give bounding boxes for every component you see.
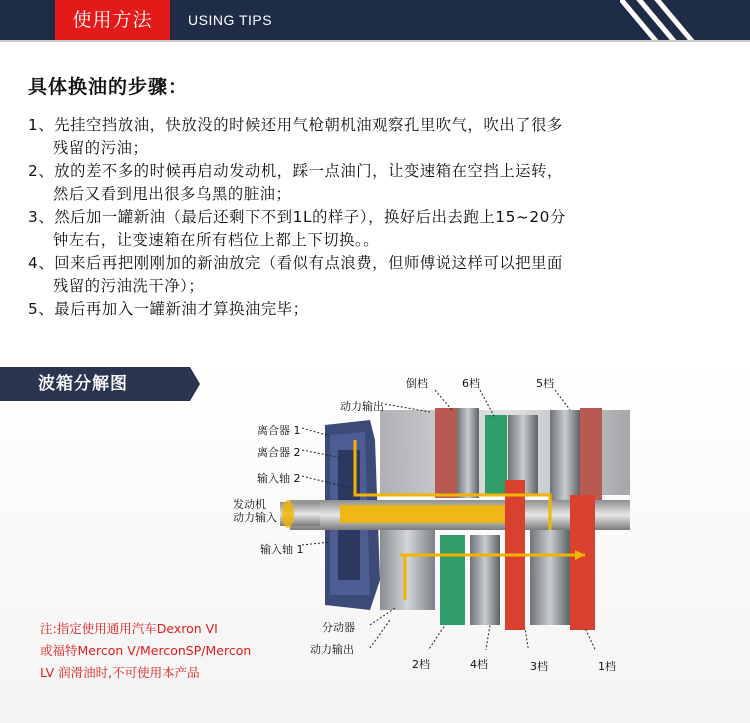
step-line: 2、放的差不多的时候再启动发动机，踩一点油门，让变速箱在空挡上运转，: [28, 162, 563, 180]
step-item: [28, 160, 728, 206]
step-item: [28, 298, 728, 321]
header-title-cn: 使用方法: [55, 0, 170, 40]
step-item: [28, 252, 728, 298]
step-line-indent: 残留的污油洗干净）；: [53, 277, 205, 295]
steps-list: [28, 114, 728, 321]
label-power-input-line: 动力输入: [233, 511, 277, 524]
label-gear-5: 5档: [536, 377, 554, 390]
transmission-cutaway-illustration: [230, 380, 630, 650]
label-clutch-1: 离合器 1: [257, 424, 301, 437]
label-differential: 分动器: [322, 621, 355, 634]
step-line: 4、回来后再把刚刚加的新油放完（看似有点浪费，但师傅说这样可以把里面: [28, 254, 563, 272]
header-title-en: USING TIPS: [188, 12, 273, 28]
step-line-indent: 残留的污油；: [53, 139, 149, 157]
label-gear-1: 1档: [598, 660, 616, 673]
steps-title: 具体换油的步骤：: [28, 76, 189, 98]
header-divider: [0, 40, 750, 42]
step-item: [28, 206, 728, 252]
label-gear-6: 6档: [462, 377, 480, 390]
header-bar: [0, 0, 750, 40]
diagram-section-title: 波箱分解图: [0, 367, 190, 401]
label-gear-2: 2档: [412, 658, 430, 671]
label-input-shaft-1: 输入轴 1: [260, 543, 304, 556]
label-gear-3: 3档: [530, 660, 548, 673]
note-line: 注:指定使用通用汽车Dexron VI: [40, 621, 218, 636]
step-line-indent: 钟左右，让变速箱在所有档位上都上下切换。。: [53, 231, 380, 249]
transmission-diagram: [230, 377, 630, 656]
step-line: 3、然后加一罐新油（最后还剩下不到1L的样子），换好后出去跑上15~20分: [28, 208, 566, 226]
note-line: LV 润滑油时,不可使用本产品: [40, 665, 200, 680]
step-item: [28, 114, 728, 160]
label-engine-power-input: [233, 498, 277, 524]
step-line: 5、最后再加入一罐新油才算换油完毕；: [28, 300, 309, 318]
note-line: 或福特Mercon V/MerconSP/Mercon: [40, 643, 252, 658]
label-gear-4: 4档: [470, 658, 488, 671]
header-stripes-decoration: [620, 0, 750, 40]
step-line: 1、先挂空挡放油，快放没的时候还用气枪朝机油观察孔里吹气，吹出了很多: [28, 116, 563, 134]
label-power-output-bottom: 动力输出: [310, 643, 354, 656]
step-line-indent: 然后又看到甩出很多乌黑的脏油；: [53, 185, 292, 203]
compatibility-note: [40, 618, 290, 684]
label-power-output-top: 动力输出: [340, 400, 384, 413]
label-engine-line: 发动机: [233, 498, 266, 511]
label-clutch-2: 离合器 2: [257, 446, 301, 459]
label-reverse-gear: 倒档: [406, 377, 428, 390]
label-input-shaft-2: 输入轴 2: [257, 472, 301, 485]
